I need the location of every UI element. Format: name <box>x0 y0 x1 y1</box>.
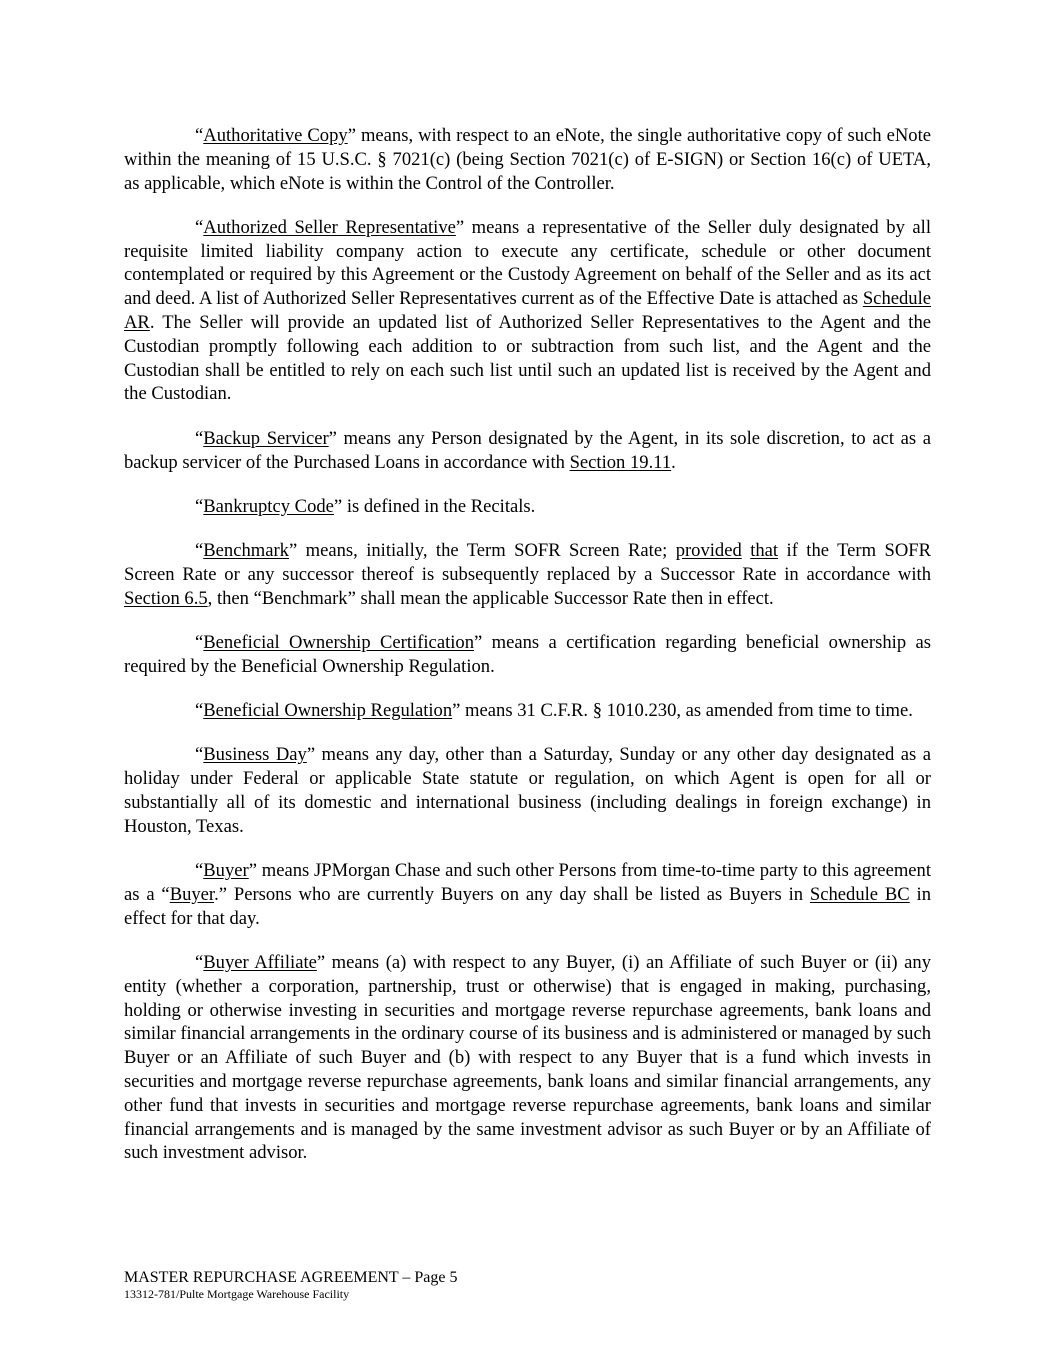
defined-term: Benchmark <box>203 540 289 562</box>
definition-buyer-affiliate: “Buyer Affiliate” means (a) with respect to any Buyer, (i) an Affiliate of such Buyer or (ii) any entity (whether a corporation, partnership, trust or otherwise) that is engaged in making, purchasing, holding or otherwise investing in securities and mortgage reverse repurchase agreements, bank loans and similar financial arrangements in the ordinary course of its business and is administered or managed by such Buyer or an Affiliate of such Buyer and (b) with respect to any Buyer that is a fund which invests in securities and mortgage reverse repurchase agreements, bank loans and similar financial arrangements, any other fund that invests in securities and mortgage reverse repurchase agreements, bank loans and similar financial arrangements and is managed by the same investment advisor as such Buyer or by an Affiliate of such investment advisor. <box>124 952 932 1164</box>
schedule-bc-reference: Schedule BC <box>809 883 910 905</box>
definition-buyer: “Buyer” means JPMorgan Chase and such other Persons from time-to-time party to this agreement as a “Buyer.” Persons who are currently Buyers on any day shall be listed as Buyers in Schedule BC in effect for that day. <box>124 860 931 929</box>
schedule-ar-reference: Schedule AR <box>124 288 931 334</box>
defined-term: Backup Servicer <box>203 427 329 449</box>
definition-beneficial-ownership-regulation: “Beneficial Ownership Regulation” means 31 C.F.R. § 1010.230, as amended from time to time. <box>195 700 913 722</box>
that-emphasis: that <box>750 540 779 562</box>
defined-term: Buyer <box>203 860 249 882</box>
definition-benchmark: “Benchmark” means, initially, the Term SOFR Screen Rate; provided that if the Term SOFR Screen Rate or any successor thereof is subsequently replaced by a Successor Rate in accordance with Section 6.5, then “Benchmark” shall mean the applicable Successor Rate then in effect. <box>124 540 931 609</box>
defined-term: Beneficial Ownership Regulation <box>203 700 453 722</box>
definition-backup-servicer: “Backup Servicer” means any Person designated by the Agent, in its sole discretion, to act as a backup servicer of the Purchased Loans in accordance with Section 19.11. <box>124 427 931 473</box>
provided-emphasis: provided <box>675 540 742 562</box>
page-footer <box>124 1268 458 1302</box>
defined-term: Business Day <box>203 744 307 766</box>
defined-term: Authorized Seller Representative <box>203 216 456 238</box>
definition-business-day: “Business Day” means any day, other than a Saturday, Sunday or any other day designated as a holiday under Federal or applicable State statute or regulation, on which Agent is open for all or substantially all of its domestic and international business (including dealings in foreign exchange) in Houston, Texas. <box>124 744 931 837</box>
defined-term: Beneficial Ownership Certification <box>203 632 474 654</box>
buyer-reference: Buyer <box>169 883 215 905</box>
footer-doc-id: 13312-781/Pulte Mortgage Warehouse Facility <box>124 1287 350 1301</box>
definition-beneficial-ownership-certification: “Beneficial Ownership Certification” means a certification regarding beneficial ownership as required by the Beneficial Ownership Regulation. <box>124 632 931 677</box>
defined-term: Buyer Affiliate <box>203 952 317 974</box>
document-body <box>124 124 931 1186</box>
section-reference: Section 19.11 <box>569 451 672 473</box>
section-reference: Section 6.5 <box>124 587 208 609</box>
definition-authorized-seller-representative: “Authorized Seller Representative” means a representative of the Seller duly designated by all requisite limited liability company action to execute any certificate, schedule or other document contemplated or required by this Agreement or the Custody Agreement on behalf of the Seller and as its act and deed. A list of Authorized Seller Representatives current as of the Effective Date is attached as Schedule AR. The Seller will provide an updated list of Authorized Seller Representatives to the Agent and the Custodian promptly following each addition to or subtraction from such list, and the Agent and the Custodian shall be entitled to rely on each such list until such an updated list is received by the Agent and the Custodian. <box>124 216 931 405</box>
definition-bankruptcy-code: “Bankruptcy Code” is defined in the Recitals. <box>195 495 536 517</box>
footer-title: MASTER REPURCHASE AGREEMENT – Page 5 <box>124 1269 458 1286</box>
defined-term: Bankruptcy Code <box>203 495 334 517</box>
defined-term: Authoritative Copy <box>203 125 348 146</box>
definition-authoritative-copy: “Authoritative Copy” means, with respect to an eNote, the single authoritative copy of such eNote within the meaning of 15 U.S.C. § 7021(c) (being Section 7021(c) of E-SIGN) or Section 16(c) of UETA, as applicable, which eNote is within the Control of the Controller. <box>124 125 931 194</box>
